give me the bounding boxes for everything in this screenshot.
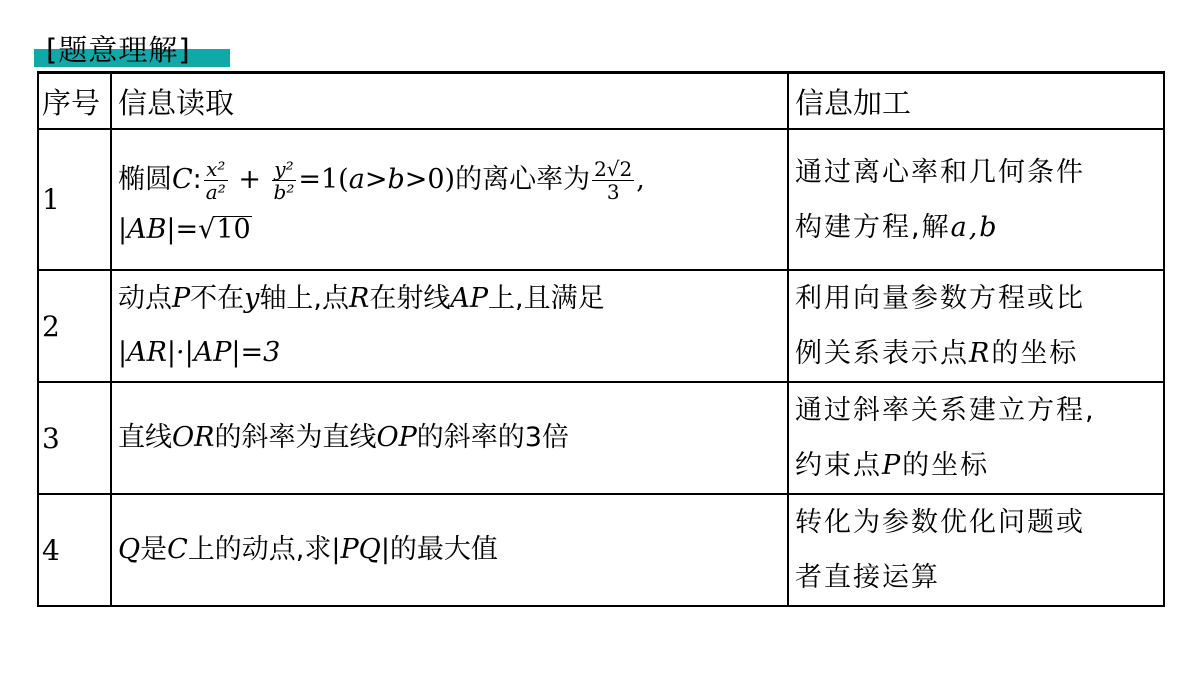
row-process-line: 者直接运算 bbox=[795, 562, 940, 593]
row-read-line bbox=[118, 418, 787, 458]
row-read-line bbox=[118, 530, 787, 570]
math-expr: |AB|= bbox=[118, 213, 199, 245]
text-segment: 的坐标 bbox=[902, 450, 990, 481]
sqrt-radicand: 10 bbox=[216, 213, 251, 245]
col-header-read: 信息读取 bbox=[111, 73, 788, 130]
math-var: OP bbox=[376, 422, 417, 453]
fraction-denominator: b² bbox=[273, 179, 295, 204]
row-read-cell bbox=[111, 270, 788, 382]
info-table bbox=[37, 71, 1165, 607]
fraction-numerator: x² bbox=[204, 158, 228, 181]
sqrt-symbol: √ bbox=[198, 213, 216, 245]
row-process-line: 转化为参数优化问题或 bbox=[795, 507, 1085, 538]
text-segment: |的最大值 bbox=[380, 534, 498, 565]
fraction bbox=[592, 158, 634, 203]
math-var: C bbox=[167, 534, 188, 565]
row-process-line bbox=[795, 200, 1163, 255]
row-read-cell bbox=[111, 382, 788, 494]
row-index: 1 bbox=[38, 129, 111, 270]
table-row bbox=[38, 494, 1164, 606]
row-process-cell bbox=[788, 129, 1164, 270]
text-segment: 直线 bbox=[118, 422, 172, 453]
math-var: b bbox=[387, 163, 405, 195]
row-read-line bbox=[118, 150, 787, 210]
col-header-process: 信息加工 bbox=[788, 73, 1164, 130]
fraction-numerator: y² bbox=[272, 158, 297, 181]
table-row bbox=[38, 270, 1164, 382]
text-segment: 动点 bbox=[118, 283, 172, 314]
row-process-cell bbox=[788, 382, 1164, 494]
row-index: 4 bbox=[38, 494, 111, 606]
row-read-cell bbox=[111, 494, 788, 606]
row-read-line bbox=[118, 272, 787, 326]
row-process-cell bbox=[788, 270, 1164, 382]
text-segment: 构建方程,解 bbox=[795, 211, 951, 243]
text-segment: 是 bbox=[140, 534, 168, 565]
col-header-index: 序号 bbox=[38, 73, 111, 130]
math-operator: + bbox=[229, 163, 270, 195]
math-var: y bbox=[244, 283, 260, 314]
text-segment: : bbox=[192, 163, 202, 195]
text-segment: 例关系表示点 bbox=[795, 338, 969, 369]
math-var: a,b bbox=[950, 211, 999, 243]
text-segment: 的斜率的3倍 bbox=[416, 422, 569, 453]
math-var: P bbox=[882, 450, 903, 481]
row-index: 2 bbox=[38, 270, 111, 382]
row-index: 3 bbox=[38, 382, 111, 494]
text-segment: , bbox=[636, 163, 645, 195]
text-segment: 轴上,点 bbox=[259, 283, 350, 314]
section-tag bbox=[34, 33, 230, 69]
row-process-line bbox=[795, 326, 1163, 381]
text-segment: 上的动点,求| bbox=[187, 534, 341, 565]
math-var: R bbox=[349, 283, 370, 314]
text-segment: 的斜率为直线 bbox=[214, 422, 377, 453]
row-read-cell bbox=[111, 129, 788, 270]
text-segment: 约束点 bbox=[795, 450, 882, 481]
table-row bbox=[38, 129, 1164, 270]
math-var: PQ bbox=[340, 534, 381, 565]
text-segment: 不在 bbox=[190, 283, 245, 314]
text-segment: 在射线 bbox=[369, 283, 451, 314]
fraction bbox=[272, 158, 297, 203]
row-read-line bbox=[118, 210, 787, 250]
row-read-line: |AR|·|AP|=3 bbox=[118, 337, 281, 368]
math-var: AP bbox=[450, 283, 489, 314]
fraction-numerator: 2√2 bbox=[594, 156, 633, 181]
text-segment: 椭圆 bbox=[118, 163, 172, 195]
row-process-line: 利用向量参数方程或比 bbox=[795, 283, 1085, 314]
text-segment: 上,且满足 bbox=[488, 283, 605, 314]
table-row bbox=[38, 382, 1164, 494]
fraction-denominator: a² bbox=[205, 179, 226, 204]
math-operator: =1( bbox=[298, 163, 349, 195]
math-operator: > bbox=[364, 163, 388, 195]
text-segment: 的坐标 bbox=[991, 338, 1079, 369]
section-tag-label: [题意理解] bbox=[46, 33, 191, 67]
fraction bbox=[204, 158, 228, 203]
math-var: C bbox=[172, 163, 193, 195]
row-process-line bbox=[795, 438, 1163, 493]
text-segment: 的离心率为 bbox=[455, 163, 591, 195]
math-var: R bbox=[969, 338, 992, 369]
math-var: a bbox=[348, 163, 365, 195]
math-var: P bbox=[172, 283, 191, 314]
table-header-row bbox=[38, 73, 1164, 130]
math-var: Q bbox=[118, 534, 141, 565]
row-process-line: 通过斜率关系建立方程, bbox=[795, 395, 1096, 426]
math-var: OR bbox=[172, 422, 215, 453]
fraction-denominator: 3 bbox=[606, 179, 620, 204]
row-process-cell bbox=[788, 494, 1164, 606]
row-process-line: 通过离心率和几何条件 bbox=[795, 156, 1085, 188]
math-operator: >0) bbox=[404, 163, 456, 195]
